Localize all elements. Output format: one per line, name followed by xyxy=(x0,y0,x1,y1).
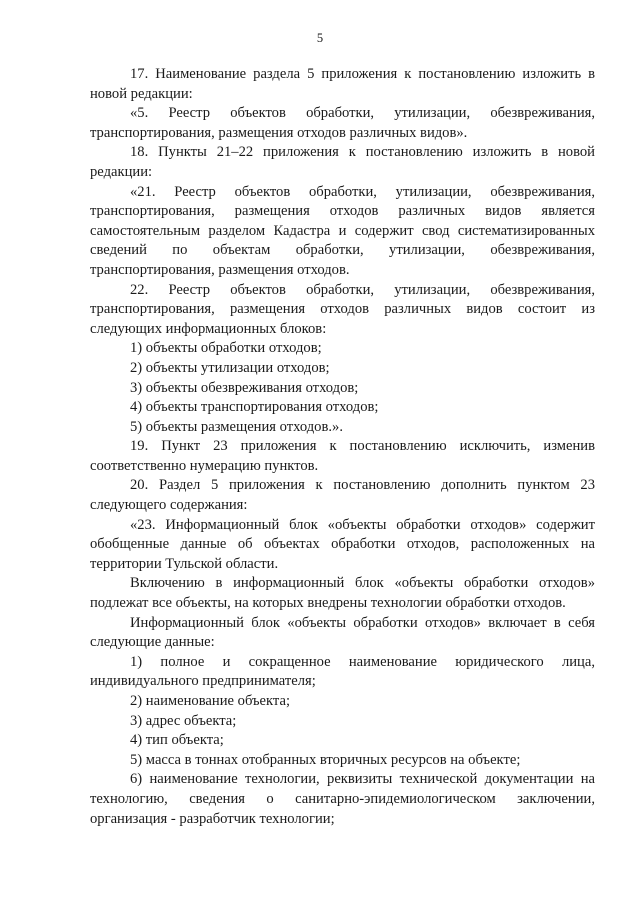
paragraph: 19. Пункт 23 приложения к постановлению исключить, изменив соответственно нумерацию пунктов. xyxy=(90,438,595,474)
list-item: 1) полное и сокращенное наименование юридического лица, индивидуального предпринимателя; xyxy=(90,653,595,690)
paragraph: «5. Реестр объектов обработки, утилизации, обезвреживания, транспортирования, размещения отходов различных видов». xyxy=(90,105,595,141)
paragraph: 18. Пункты 21–22 приложения к постановлению изложить в новой редакции: xyxy=(90,144,595,180)
paragraph: 22. Реестр объектов обработки, утилизации, обезвреживания, транспортирования, размещения отходов различных видов состоит из следующих информационных блоков: xyxy=(90,281,595,337)
list-item: 1) объекты обработки отходов; xyxy=(130,340,322,357)
list-item: 3) объекты обезвреживания отходов; xyxy=(130,379,359,396)
paragraph: Включению в информационный блок «объекты обработки отходов» подлежат все объекты, на которых внедрены технологии обработки отходов. xyxy=(90,575,595,612)
list-item: 2) объекты утилизации отходов; xyxy=(130,359,330,376)
document-body xyxy=(90,65,595,829)
paragraph: «23. Информационный блок «объекты обработки отходов» содержит обобщенные данные об объектах обработки отходов, расположенных на территории Тульской области. xyxy=(90,516,595,572)
list-item: 5) объекты размещения отходов.». xyxy=(130,418,343,435)
page-number: 5 xyxy=(316,31,324,45)
list-item: 6) наименование технологии, реквизиты технической документации на технологию, сведения о санитарно-эпидемиологическом заключении, организация - разработчик технологии; xyxy=(90,771,595,827)
list-item: 5) масса в тоннах отобранных вторичных ресурсов на объекте; xyxy=(130,751,521,768)
list-item: 2) наименование объекта; xyxy=(130,693,291,709)
paragraph: Информационный блок «объекты обработки отходов» включает в себя следующие данные: xyxy=(90,614,595,651)
list-item: 4) объекты транспортирования отходов; xyxy=(130,399,379,416)
list-item: 4) тип объекта; xyxy=(130,732,224,749)
paragraph: «21. Реестр объектов обработки, утилизации, обезвреживания, транспортирования, размещения отходов различных видов является самостоятельным разделом Кадастра и содержит свод систематизированных сведений по объектам обработки, утилизации, обезвреживания, транспортирования, размещения отходов. xyxy=(90,183,595,278)
paragraph: 17. Наименование раздела 5 приложения к постановлению изложить в новой редакции: xyxy=(90,66,595,102)
list-item: 3) адрес объекта; xyxy=(130,712,237,729)
paragraph: 20. Раздел 5 приложения к постановлению дополнить пунктом 23 следующего содержания: xyxy=(90,477,595,514)
